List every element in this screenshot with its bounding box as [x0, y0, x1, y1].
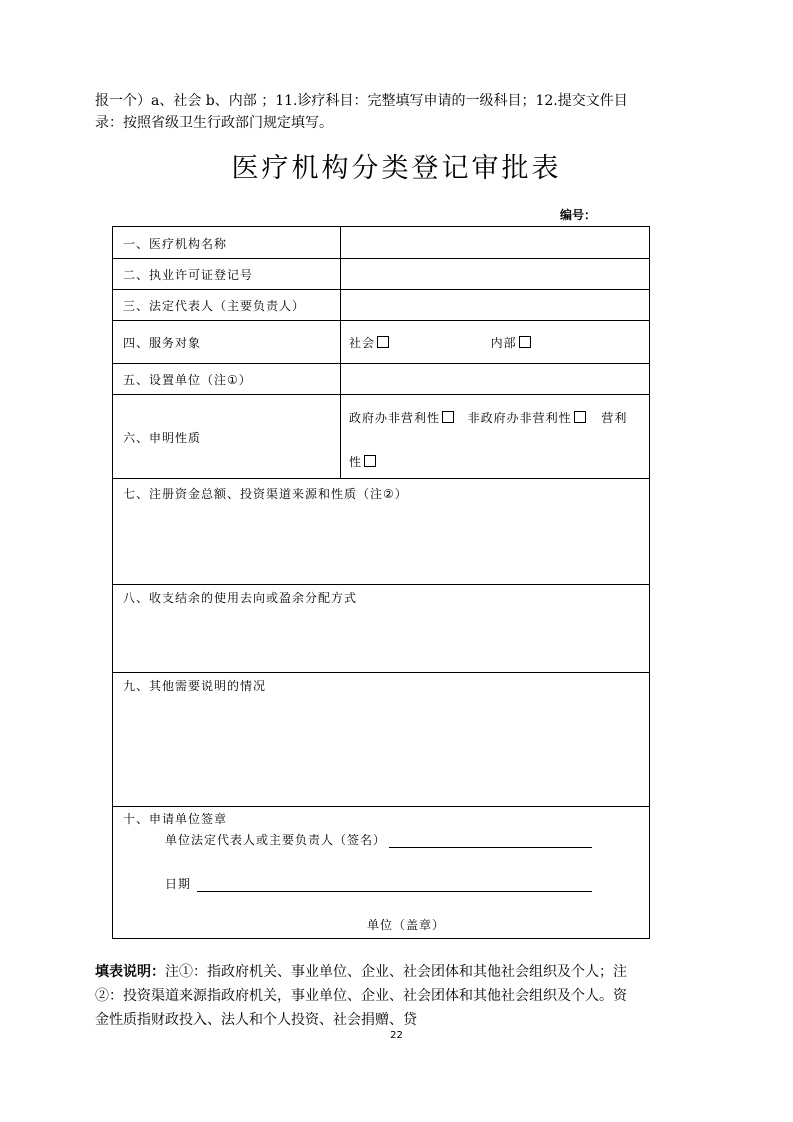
label-service-target: 四、服务对象: [123, 336, 202, 350]
institution-name-field[interactable]: [349, 235, 644, 253]
label-applicant-seal: 十、申请单位签章: [123, 812, 228, 826]
label-other-notes: 九、其他需要说明的情况: [123, 679, 267, 693]
row-divider: [113, 394, 649, 395]
label-declared-nature: 六、申明性质: [123, 431, 202, 445]
instructions-label: 填表说明：: [95, 964, 165, 980]
row-divider: [113, 584, 649, 585]
label-surplus-distribution: 八、收支结余的使用去向或盈余分配方式: [123, 591, 358, 605]
column-divider: [340, 227, 341, 478]
service-target-options: [349, 334, 531, 351]
row-divider: [113, 258, 649, 259]
label-legal-representative: 三、法定代表人（主要负责人）: [123, 299, 306, 313]
license-number-field[interactable]: [349, 266, 644, 284]
instructions-line-2: ②：投资渠道来源指政府机关，事业单位、企业、社会团体和其他社会组织及个人。资: [95, 988, 627, 1004]
option-social-label: 社会: [349, 336, 376, 350]
option-gov-nonprofit-checkbox[interactable]: [442, 411, 454, 423]
legal-representative-field[interactable]: [349, 297, 644, 315]
option-nongov-nonprofit-label: 非政府办非营利性: [467, 411, 572, 425]
serial-number-label: 编号：: [560, 208, 597, 222]
approval-form-table: [112, 226, 650, 939]
instructions-line-3: 金性质指财政投入、法人和个人投资、社会捐赠、贷: [95, 1012, 417, 1028]
option-social-checkbox[interactable]: [377, 336, 389, 348]
row-divider: [113, 806, 649, 807]
rep-signature-line[interactable]: [389, 847, 592, 848]
intro-line-1: 报一个）a、社会 b、内部 ；11.诊疗科目：完整填写申请的一级科目；12.提交文件目: [95, 93, 628, 109]
instructions-line-1: 注①：指政府机关、事业单位、企业、社会团体和其他社会组织及个人；注: [165, 964, 627, 980]
label-unit-seal: 单位（盖章）: [367, 918, 446, 932]
row-divider: [113, 289, 649, 290]
page-number: 22: [390, 1030, 403, 1041]
option-internal-label: 内部: [490, 336, 517, 350]
row-divider: [113, 363, 649, 364]
fill-instructions: [95, 960, 710, 1032]
label-establishing-unit: 五、设置单位（注①）: [123, 373, 252, 387]
label-rep-signature: 单位法定代表人或主要负责人（签名）: [165, 833, 387, 847]
row-divider: [113, 672, 649, 673]
declared-nature-options: [349, 409, 649, 426]
intro-line-2: 录：按照省级卫生行政部门规定填写。: [95, 115, 333, 131]
label-date: 日期: [165, 877, 192, 891]
declared-nature-options-cont: [349, 453, 376, 470]
label-registered-capital: 七、注册资金总额、投资渠道来源和性质（注②）: [123, 487, 408, 501]
intro-text: [95, 90, 710, 134]
label-institution-name: 一、医疗机构名称: [123, 237, 228, 251]
date-line[interactable]: [197, 891, 592, 892]
option-for-profit-checkbox[interactable]: [364, 455, 376, 467]
row-divider: [113, 478, 649, 479]
page-title: 医疗机构分类登记审批表: [231, 153, 562, 184]
option-internal-checkbox[interactable]: [519, 336, 531, 348]
option-for-profit-label-b: 性: [349, 455, 363, 469]
option-nongov-nonprofit-checkbox[interactable]: [574, 411, 586, 423]
label-license-number: 二、执业许可证登记号: [123, 268, 254, 282]
option-for-profit-label-a: 营利: [601, 411, 628, 425]
establishing-unit-field[interactable]: [349, 371, 644, 389]
option-gov-nonprofit-label: 政府办非营利性: [349, 411, 441, 425]
row-divider: [113, 320, 649, 321]
